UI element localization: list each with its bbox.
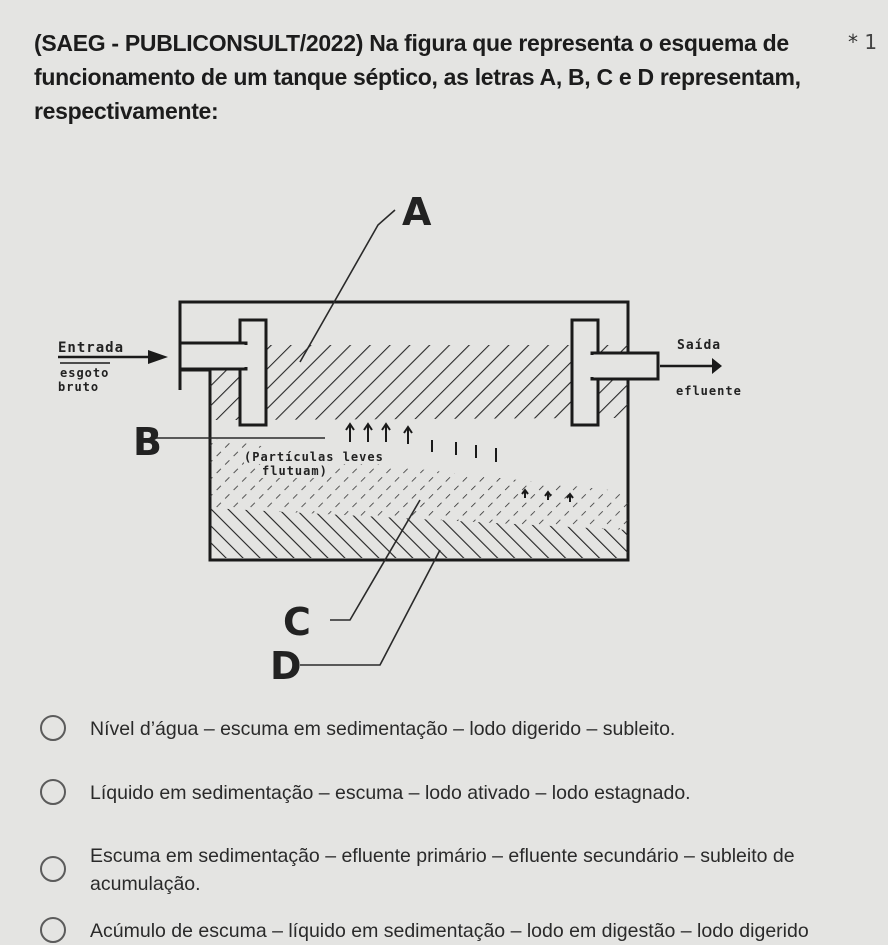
outlet-arrow: [658, 356, 722, 376]
label-flutuam: flutuam): [262, 464, 328, 478]
option-label[interactable]: Acúmulo de escuma – líquido em sedimentação – lodo em digestão – lodo digerido: [90, 920, 809, 942]
label-b: B: [133, 420, 162, 464]
radio-button[interactable]: [40, 715, 66, 741]
option-2[interactable]: [40, 779, 888, 807]
option-3[interactable]: [40, 842, 888, 898]
leader-lines: [150, 210, 440, 665]
option-label[interactable]: Nível d’água – escuma em sedimentação – lodo digerido – subleito.: [90, 718, 676, 740]
required-indicator: [848, 30, 877, 54]
label-particulas: (Partículas leves: [244, 450, 384, 464]
radio-button[interactable]: [40, 779, 66, 805]
label-saida: Saída: [677, 338, 722, 353]
question-title: (SAEG - PUBLICONSULT/2022) Na figura que representa o esquema de funcionamento de um tanque séptico, as letras A, B, C e D representam, respectivamente:: [34, 30, 801, 124]
label-entrada: Entrada: [58, 340, 125, 356]
option-label[interactable]: Líquido em sedimentação – escuma – lodo ativado – lodo estagnado.: [90, 782, 691, 804]
septic-tank-figure: [0, 180, 888, 700]
label-efluente: efluente: [676, 384, 742, 398]
label-bruto: bruto: [58, 380, 100, 394]
radio-button[interactable]: [40, 917, 66, 943]
label-a: A: [402, 190, 432, 234]
scum-layer: [240, 345, 598, 420]
scum-layer-left: [210, 368, 240, 420]
option-label[interactable]: Escuma em sedimentação – efluente primário – efluente secundário – subleito de acumulação.: [90, 845, 795, 895]
required-star-icon: *: [848, 30, 858, 54]
option-1[interactable]: [40, 715, 888, 743]
option-4[interactable]: [40, 917, 888, 945]
radio-button[interactable]: [40, 856, 66, 882]
label-c: C: [283, 600, 311, 644]
label-d: D: [270, 644, 302, 688]
question-number: 1: [864, 30, 878, 54]
label-esgoto: esgoto: [60, 366, 110, 380]
